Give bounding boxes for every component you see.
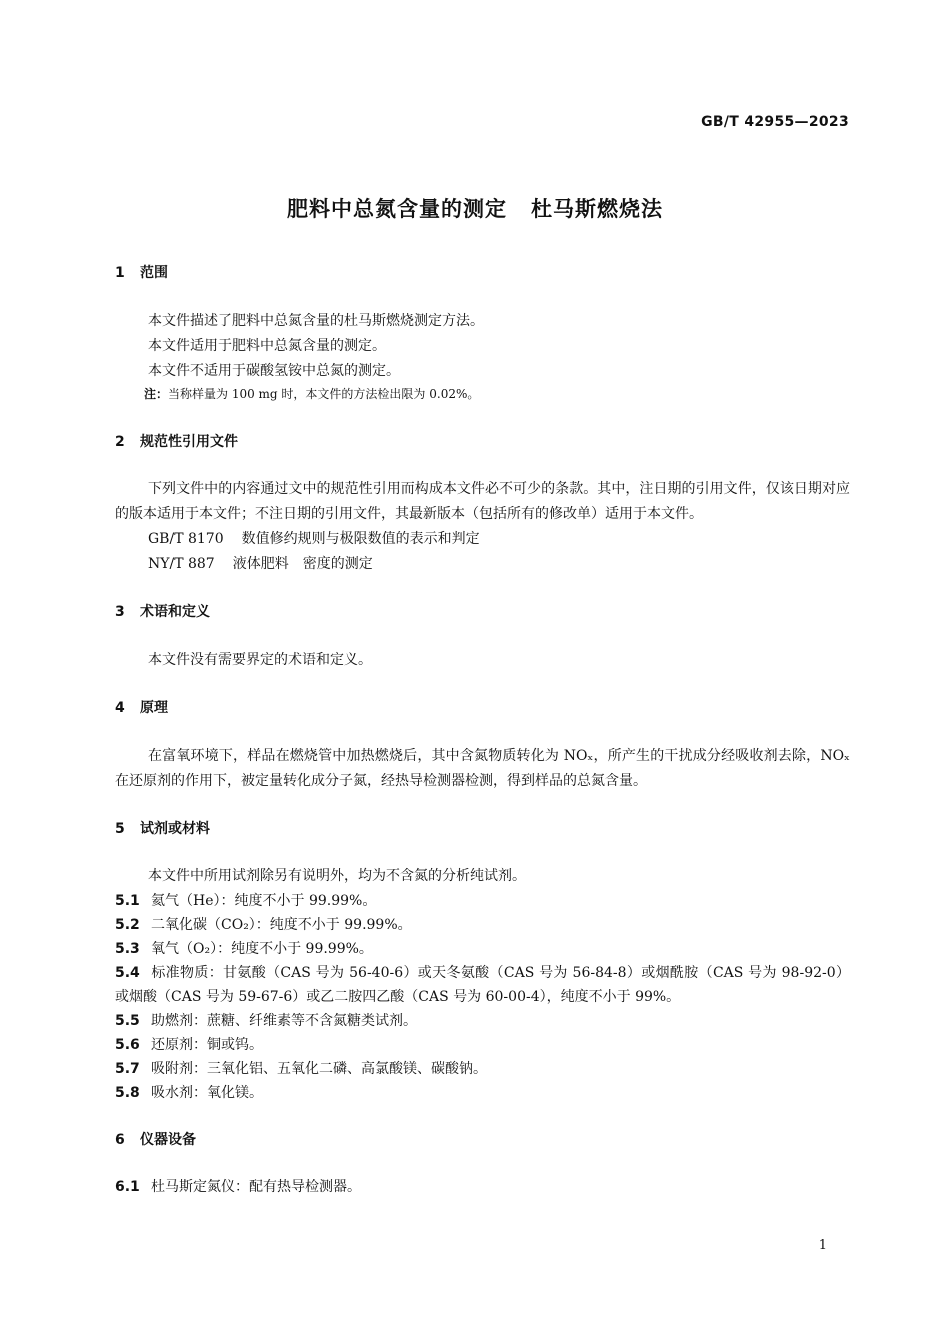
item-number: 5.6 [115, 1037, 140, 1053]
section-number: 1 [115, 265, 125, 281]
reagent-item [115, 913, 850, 937]
section-number: 3 [115, 604, 125, 620]
document-title [0, 193, 950, 223]
reference-title: 液体肥料 密度的测定 [232, 556, 373, 572]
scope-para-3: 本文件不适用于碳酸氢铵中总氮的测定。 [148, 363, 400, 379]
item-number: 5.4 [115, 965, 140, 981]
reagent-item [115, 961, 850, 1009]
reagent-item [115, 1033, 850, 1057]
section-title: 术语和定义 [140, 604, 210, 620]
reagent-item [115, 889, 850, 913]
section-6-heading [115, 1129, 850, 1151]
item-text: 吸附剂：三氧化铝、五氧化二磷、高氯酸镁、碳酸钠。 [151, 1061, 487, 1077]
item-text: 氦气（He）：纯度不小于 99.99%。 [151, 893, 377, 909]
section-3-heading [115, 601, 850, 623]
reagent-item [115, 1009, 850, 1033]
standard-code: GB/T 42955—2023 [701, 114, 849, 130]
scope-para-1: 本文件描述了肥料中总氮含量的杜马斯燃烧测定方法。 [148, 313, 484, 329]
reagents-intro: 本文件中所用试剂除另有说明外，均为不含氮的分析纯试剂。 [148, 868, 526, 884]
scope-note [115, 384, 850, 404]
section-number: 4 [115, 700, 125, 716]
item-number: 5.7 [115, 1061, 140, 1077]
reference-item [115, 552, 850, 577]
note-label: 注： [144, 387, 169, 401]
scope-para-2: 本文件适用于肥料中总氮含量的测定。 [148, 338, 386, 354]
item-text: 助燃剂：蔗糖、纤维素等不含氮糖类试剂。 [151, 1013, 417, 1029]
item-text: 吸水剂：氧化镁。 [151, 1085, 263, 1101]
title-main: 肥料中总氮含量的测定 [287, 197, 507, 221]
reference-title: 数值修约规则与极限数值的表示和判定 [241, 531, 480, 547]
section-1-heading [115, 262, 850, 284]
equipment-item [115, 1175, 850, 1199]
item-text: 氧气（O₂）：纯度不小于 99.99%。 [151, 941, 373, 957]
reference-code: NY/T 887 [148, 556, 215, 572]
item-text: 标准物质：甘氨酸（CAS 号为 56-40-6）或天冬氨酸（CAS 号为 56-84-8）或烟酰胺（CAS 号为 98-92-0）或烟酸（CAS 号为 59-67-6）或乙二胺四乙酸（CAS 号为 60-00-4），纯度不小于 99%。 [115, 965, 850, 1005]
section-number: 6 [115, 1132, 125, 1148]
principle-para: 在富氧环境下，样品在燃烧管中加热燃烧后，其中含氮物质转化为 NOₓ，所产生的干扰成分经吸收剂去除，NOₓ 在还原剂的作用下，被定量转化成分子氮，经热导检测器检测，得到样品的总氮含量。 [115, 748, 850, 789]
terms-para: 本文件没有需要界定的术语和定义。 [148, 652, 372, 668]
section-number: 5 [115, 821, 125, 837]
item-text: 二氧化碳（CO₂）：纯度不小于 99.99%。 [151, 917, 412, 933]
item-number: 5.2 [115, 917, 140, 933]
reagent-item [115, 937, 850, 961]
reference-item [115, 527, 850, 552]
item-number: 5.1 [115, 893, 140, 909]
reference-code: GB/T 8170 [148, 531, 224, 547]
section-4-heading [115, 697, 850, 719]
page-number: 1 [818, 1238, 827, 1253]
note-text: 当称样量为 100 mg 时，本文件的方法检出限为 0.02%。 [168, 387, 480, 401]
title-method: 杜马斯燃烧法 [531, 197, 663, 221]
item-text: 还原剂：铜或钨。 [151, 1037, 263, 1053]
item-text: 杜马斯定氮仪：配有热导检测器。 [151, 1179, 361, 1195]
section-title: 原理 [140, 700, 168, 716]
item-number: 5.8 [115, 1085, 140, 1101]
section-title: 规范性引用文件 [140, 434, 238, 450]
section-2-heading [115, 431, 850, 453]
reagent-item [115, 1057, 850, 1081]
section-title: 仪器设备 [140, 1132, 196, 1148]
item-number: 6.1 [115, 1179, 140, 1195]
item-number: 5.3 [115, 941, 140, 957]
normative-refs-intro: 下列文件中的内容通过文中的规范性引用而构成本文件必不可少的条款。其中，注日期的引用文件，仅该日期对应的版本适用于本文件；不注日期的引用文件，其最新版本（包括所有的修改单）适用于本文件。 [115, 481, 850, 522]
section-title: 范围 [140, 265, 168, 281]
section-number: 2 [115, 434, 125, 450]
section-5-heading [115, 818, 850, 840]
document-body [115, 262, 850, 1199]
item-number: 5.5 [115, 1013, 140, 1029]
section-title: 试剂或材料 [140, 821, 210, 837]
reagent-item [115, 1081, 850, 1105]
